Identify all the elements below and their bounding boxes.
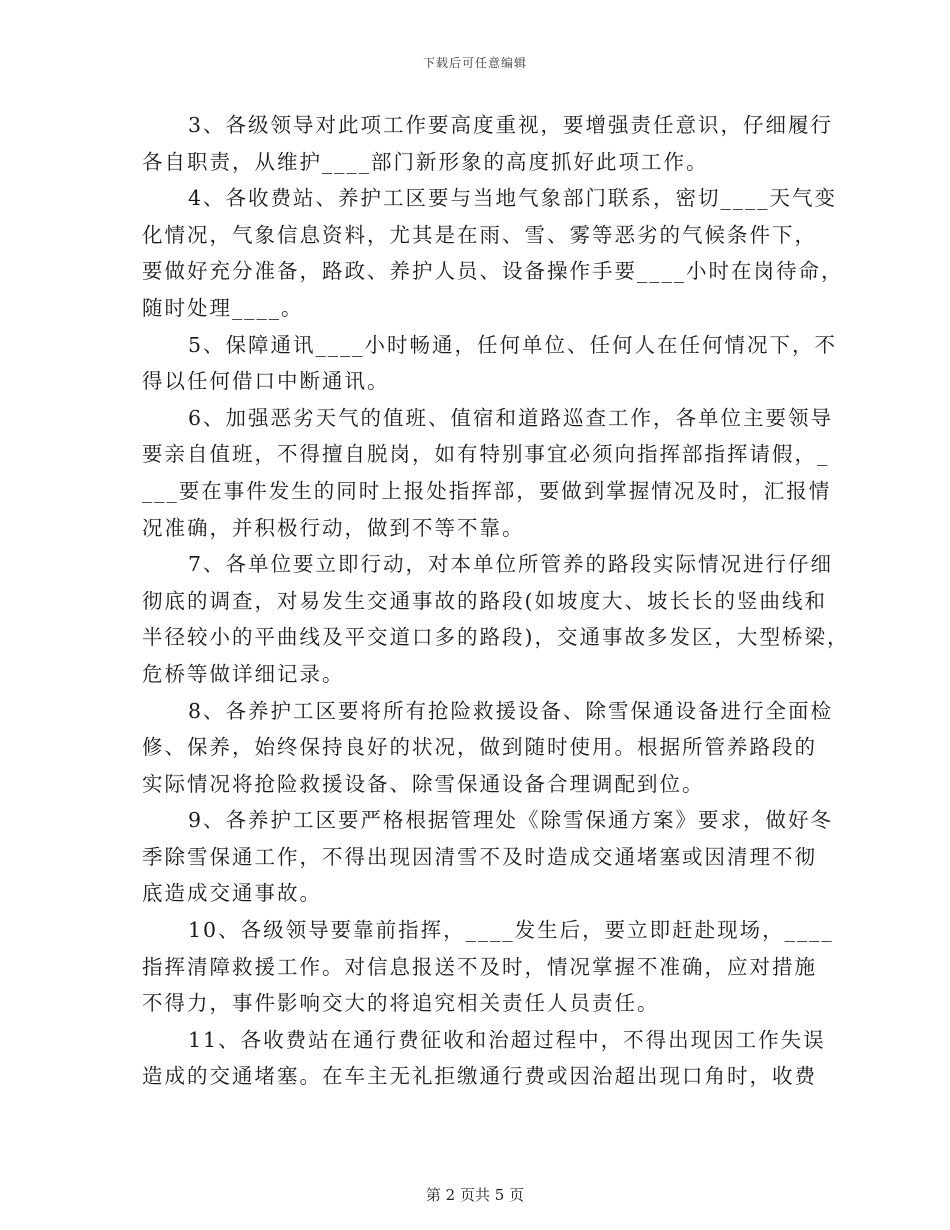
text-line: 实际情况将抢险救援设备、除雪保通设备合理调配到位。 xyxy=(142,771,705,796)
text-line: 半径较小的平曲线及平交道口多的路段)，交通事故多发区，大型桥梁， xyxy=(142,625,850,650)
paragraph-item-6 xyxy=(142,400,834,546)
text-line: 不得力，事件影响交大的将追究相关责任人员责任。 xyxy=(142,991,660,1016)
page-header: 下载后可任意编辑 xyxy=(422,56,527,70)
text-line: 7、各单位要立即行动，对本单位所管养的路段实际情况进行仔细 xyxy=(188,552,834,577)
paragraph-item-5 xyxy=(142,327,838,400)
text-line: 各自职责，从维护____部门新形象的高度抓好此项工作。 xyxy=(142,149,709,174)
text-line: 况准确，并积极行动，做到不等不靠。 xyxy=(142,515,525,540)
page-number-footer: 第 2 页共 5 页 xyxy=(425,1186,525,1204)
text-line: 得以任何借口中断通讯。 xyxy=(142,369,390,394)
paragraph-item-7 xyxy=(142,546,850,692)
text-line: 指挥清障救援工作。对信息报送不及时，情况掌握不准确，应对措施 xyxy=(142,954,817,979)
text-line: 3、各级领导对此项工作要高度重视，要增强责任意识，仔细履行 xyxy=(188,113,834,137)
text-line: 造成的交通堵塞。在车主无礼拒缴通行费或因治超出现口角时，收费 xyxy=(142,1064,817,1089)
text-line: 要亲自值班，不得擅自脱岗，如有特别事宜必须向指挥部指挥请假，_ xyxy=(142,442,830,467)
text-line: 化情况，气象信息资料，尤其是在雨、雪、雾等恶劣的气候条件下， xyxy=(142,222,817,247)
text-line: 危桥等做详细记录。 xyxy=(142,661,345,686)
text-line: 底造成交通事故。 xyxy=(142,881,322,906)
text-line: 要做好充分准备，路政、养护人员、设备操作手要____小时在岗待命， xyxy=(142,259,844,284)
text-line: 随时处理____。 xyxy=(142,295,304,320)
text-line: 10、各级领导要靠前指挥，____发生后，要立即赶赴现场，____ xyxy=(188,918,834,943)
text-line: 修、保养，始终保持良好的状况，做到随时使用。根据所管养路段的 xyxy=(142,735,817,760)
text-line: 6、加强恶劣天气的值班、值宿和道路巡查工作，各单位主要领导 xyxy=(188,405,834,430)
text-line: 彻底的调查，对易发生交通事故的路段(如坡度大、坡长长的竖曲线和 xyxy=(142,588,827,613)
text-line: 季除雪保通工作，不得出现因清雪不及时造成交通堵塞或因清理不彻 xyxy=(142,844,817,869)
text-line: 4、各收费站、养护工区要与当地气象部门联系，密切____天气变 xyxy=(188,186,838,211)
paragraph-item-11 xyxy=(142,1022,826,1095)
text-line: 9、各养护工区要严格根据管理处《除雪保通方案》要求，做好冬 xyxy=(188,808,834,833)
text-line: 5、保障通讯____小时畅通，任何单位、任何人在任何情况下，不 xyxy=(188,332,838,357)
paragraph-item-10 xyxy=(142,912,834,1022)
paragraph-item-8 xyxy=(142,693,834,803)
paragraph-item-9 xyxy=(142,802,834,912)
paragraph-item-4 xyxy=(142,180,844,326)
paragraph-item-3 xyxy=(142,107,834,180)
text-line: 11、各收费站在通行费征收和治超过程中，不得出现因工作失误 xyxy=(188,1027,826,1052)
text-line: ___要在事件发生的同时上报处指挥部，要做到掌握情况及时，汇报情 xyxy=(142,478,832,503)
document-body xyxy=(142,107,850,1095)
text-line: 8、各养护工区要将所有抢险救援设备、除雪保通设备进行全面检 xyxy=(188,698,834,723)
